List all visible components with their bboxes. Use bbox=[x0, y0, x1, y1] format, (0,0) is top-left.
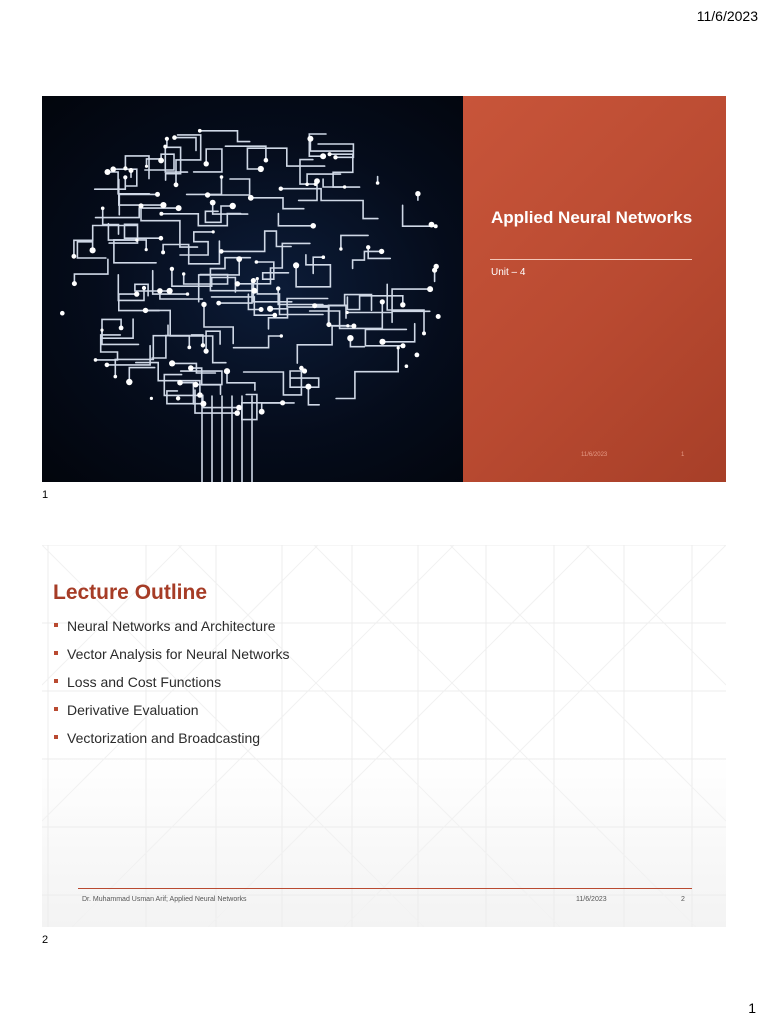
circuit-node bbox=[248, 195, 254, 201]
bullet-square-icon bbox=[54, 679, 58, 683]
circuit-trace bbox=[336, 348, 398, 399]
circuit-trace bbox=[297, 326, 354, 363]
circuit-node bbox=[422, 331, 426, 335]
circuit-trace bbox=[180, 232, 213, 255]
circuit-node bbox=[305, 183, 309, 187]
circuit-node bbox=[346, 324, 349, 327]
circuit-node bbox=[129, 168, 134, 173]
circuit-node bbox=[167, 288, 173, 294]
circuit-node bbox=[193, 382, 199, 388]
circuit-node bbox=[326, 322, 331, 327]
circuit-trace bbox=[278, 214, 313, 226]
circuit-trace bbox=[330, 154, 360, 187]
circuit-trace bbox=[251, 198, 304, 209]
circuit-trace bbox=[141, 206, 198, 247]
circuit-node bbox=[187, 346, 191, 350]
circuit-trace bbox=[163, 241, 219, 264]
bullet-square-icon bbox=[54, 735, 58, 739]
circuit-node bbox=[429, 222, 435, 228]
circuit-node bbox=[272, 313, 277, 318]
circuit-node bbox=[157, 288, 163, 294]
circuit-node bbox=[163, 145, 167, 149]
circuit-trace bbox=[175, 138, 197, 151]
circuit-trace bbox=[108, 172, 150, 194]
circuit-node bbox=[90, 247, 96, 253]
circuit-trace bbox=[308, 387, 319, 405]
slide-1-title: Applied Neural Networks bbox=[491, 208, 693, 227]
circuit-trace bbox=[244, 368, 302, 395]
bullet-square-icon bbox=[54, 651, 58, 655]
circuit-node bbox=[276, 286, 280, 290]
outline-item-text: Loss and Cost Functions bbox=[67, 674, 222, 690]
circuit-trace bbox=[262, 403, 294, 412]
outline-item bbox=[54, 702, 290, 730]
circuit-trace bbox=[269, 309, 288, 329]
circuit-trace bbox=[383, 324, 415, 342]
circuit-trace bbox=[118, 275, 144, 301]
circuit-node bbox=[267, 306, 273, 312]
circuit-node bbox=[186, 292, 189, 295]
circuit-node bbox=[174, 182, 179, 187]
circuit-trace bbox=[74, 259, 108, 283]
circuit-trace bbox=[161, 214, 240, 226]
circuit-trace bbox=[208, 179, 250, 195]
slide-1-title-panel bbox=[463, 96, 726, 482]
circuit-node bbox=[220, 175, 224, 179]
circuit-node bbox=[307, 136, 313, 142]
circuit-node bbox=[176, 205, 182, 211]
circuit-node bbox=[347, 335, 353, 341]
slide-2-footer-number: 2 bbox=[681, 896, 685, 903]
circuit-trace bbox=[129, 368, 154, 382]
circuit-node bbox=[322, 255, 326, 259]
circuit-node bbox=[198, 129, 202, 133]
circuit-trace bbox=[187, 177, 222, 194]
circuit-node bbox=[380, 299, 385, 304]
circuit-node bbox=[339, 247, 342, 250]
circuit-node bbox=[197, 392, 203, 398]
circuit-trace bbox=[204, 305, 233, 344]
circuit-node bbox=[161, 250, 165, 254]
circuit-node bbox=[169, 360, 175, 366]
page-header-date: 11/6/2023 bbox=[696, 8, 758, 24]
circuit-node bbox=[279, 187, 283, 191]
circuit-node bbox=[376, 181, 380, 185]
circuit-node bbox=[259, 409, 265, 415]
circuit-node bbox=[143, 308, 148, 313]
outline-item-text: Derivative Evaluation bbox=[67, 702, 199, 718]
circuit-node bbox=[60, 311, 65, 316]
circuit-node bbox=[401, 343, 406, 348]
circuit-node bbox=[145, 165, 148, 168]
circuit-node bbox=[205, 192, 210, 197]
circuit-node bbox=[234, 410, 240, 416]
circuit-node bbox=[405, 364, 409, 368]
circuit-trace bbox=[212, 297, 275, 315]
circuit-node bbox=[110, 166, 116, 172]
circuit-node bbox=[155, 192, 160, 197]
circuit-node bbox=[177, 380, 183, 386]
circuit-node bbox=[436, 314, 441, 319]
outline-item bbox=[54, 646, 290, 674]
circuit-node bbox=[255, 260, 259, 264]
circuit-node bbox=[159, 212, 163, 216]
circuit-node bbox=[415, 353, 420, 358]
circuit-node bbox=[230, 203, 236, 209]
circuit-node bbox=[216, 301, 221, 306]
circuit-node bbox=[343, 185, 346, 188]
slide-2 bbox=[42, 545, 726, 927]
circuit-trace bbox=[160, 291, 203, 299]
circuit-node bbox=[126, 379, 132, 385]
circuit-node bbox=[351, 324, 356, 329]
circuit-trace bbox=[176, 135, 201, 185]
circuit-trace bbox=[347, 313, 392, 323]
circuit-trace bbox=[167, 391, 204, 404]
circuit-node bbox=[427, 286, 433, 292]
slide-1-footer-date: 11/6/2023 bbox=[581, 452, 608, 458]
slide-2-footer-author: Dr. Muhammad Usman Arif; Applied Neural Networks bbox=[82, 896, 247, 903]
circuit-node bbox=[312, 303, 317, 308]
circuit-node bbox=[182, 272, 185, 275]
circuit-trace bbox=[315, 295, 372, 311]
circuit-node bbox=[310, 223, 316, 229]
circuit-node bbox=[236, 256, 242, 262]
circuit-node bbox=[397, 346, 400, 349]
circuit-trace bbox=[281, 189, 378, 219]
slide-2-title: Lecture Outline bbox=[53, 581, 208, 604]
circuit-trace bbox=[103, 208, 119, 234]
circuit-node bbox=[264, 158, 269, 163]
circuit-node bbox=[172, 135, 177, 140]
circuit-node bbox=[259, 307, 264, 312]
circuit-node bbox=[251, 278, 256, 283]
circuit-node bbox=[188, 365, 194, 371]
circuit-node bbox=[158, 158, 164, 164]
circuit-node bbox=[72, 281, 77, 286]
circuit-node bbox=[219, 249, 224, 254]
circuit-node bbox=[114, 375, 118, 379]
slide-2-label: 2 bbox=[42, 934, 49, 946]
circuit-node bbox=[333, 155, 337, 159]
circuit-trace bbox=[199, 259, 240, 302]
circuit-node bbox=[379, 249, 384, 254]
outline-item bbox=[54, 618, 290, 646]
circuit-node bbox=[159, 236, 164, 241]
circuit-trace bbox=[329, 305, 348, 325]
circuit-node bbox=[105, 363, 110, 368]
circuit-node bbox=[251, 288, 257, 294]
circuit-node bbox=[176, 396, 180, 400]
circuit-node bbox=[134, 291, 139, 296]
circuit-node bbox=[165, 137, 169, 141]
circuit-brain-graphic bbox=[42, 96, 463, 482]
slide-1-label: 1 bbox=[42, 489, 49, 501]
circuit-node bbox=[100, 329, 103, 332]
circuit-node bbox=[236, 405, 242, 411]
outline-item-text: Vector Analysis for Neural Networks bbox=[67, 646, 290, 662]
circuit-node bbox=[170, 267, 174, 271]
circuit-node bbox=[320, 153, 326, 159]
circuit-trace bbox=[310, 139, 353, 151]
slide-1-divider bbox=[490, 259, 692, 260]
outline-item-text: Vectorization and Broadcasting bbox=[67, 730, 261, 746]
circuit-trace bbox=[146, 310, 226, 362]
circuit-trace bbox=[392, 289, 430, 311]
outline-item bbox=[54, 730, 290, 758]
circuit-trace bbox=[365, 329, 406, 345]
circuit-node bbox=[258, 166, 264, 172]
circuit-node bbox=[328, 152, 332, 156]
circuit-brain-image bbox=[42, 96, 463, 482]
slide-1-footer-number: 1 bbox=[681, 452, 685, 458]
circuit-trace bbox=[368, 247, 390, 258]
circuit-node bbox=[201, 343, 205, 347]
circuit-node bbox=[210, 200, 216, 206]
circuit-trace bbox=[234, 336, 282, 348]
circuit-node bbox=[150, 397, 153, 400]
circuit-trace bbox=[152, 336, 189, 358]
circuit-trace bbox=[347, 296, 402, 310]
circuit-node bbox=[72, 254, 77, 259]
page-number: 1 bbox=[748, 1000, 756, 1016]
slide-1 bbox=[42, 96, 726, 482]
circuit-trace bbox=[115, 325, 168, 376]
circuit-node bbox=[432, 268, 437, 273]
circuit-node bbox=[299, 366, 304, 371]
outline-item-text: Neural Networks and Architecture bbox=[67, 618, 276, 634]
circuit-trace bbox=[180, 383, 193, 404]
circuit-trace bbox=[256, 262, 288, 279]
circuit-node bbox=[204, 349, 209, 354]
circuit-node bbox=[94, 358, 98, 362]
circuit-node bbox=[135, 238, 138, 241]
circuit-trace bbox=[227, 371, 255, 390]
circuit-node bbox=[280, 334, 283, 337]
circuit-node bbox=[224, 368, 230, 374]
outline-item bbox=[54, 674, 290, 702]
circuit-node bbox=[105, 169, 111, 175]
circuit-node bbox=[400, 302, 405, 307]
circuit-node bbox=[305, 384, 311, 390]
slide-1-subtitle: Unit – 4 bbox=[491, 267, 526, 278]
circuit-node bbox=[204, 161, 209, 166]
circuit-node bbox=[280, 400, 285, 405]
circuit-node bbox=[160, 202, 166, 208]
circuit-node bbox=[145, 248, 148, 251]
circuit-trace bbox=[96, 208, 179, 218]
circuit-node bbox=[101, 207, 105, 211]
circuit-node bbox=[142, 286, 146, 290]
circuit-trace bbox=[341, 235, 368, 249]
slide-2-footer-divider bbox=[78, 888, 692, 889]
circuit-trace bbox=[353, 251, 382, 268]
bullet-square-icon bbox=[54, 623, 58, 627]
circuit-node bbox=[256, 277, 259, 280]
circuit-trace bbox=[119, 294, 159, 311]
circuit-node bbox=[346, 311, 349, 314]
circuit-node bbox=[200, 401, 206, 407]
circuit-node bbox=[123, 166, 127, 170]
circuit-node bbox=[201, 302, 206, 307]
slide-2-footer-date: 11/6/2023 bbox=[576, 896, 607, 903]
circuit-node bbox=[366, 245, 370, 249]
outline-list bbox=[54, 618, 290, 758]
circuit-node bbox=[212, 230, 215, 233]
bullet-square-icon bbox=[54, 707, 58, 711]
circuit-node bbox=[314, 182, 318, 186]
circuit-node bbox=[119, 326, 124, 331]
circuit-node bbox=[379, 339, 385, 345]
circuit-trace bbox=[200, 131, 250, 142]
circuit-trace bbox=[221, 231, 291, 251]
circuit-node bbox=[235, 281, 240, 286]
circuit-trace bbox=[172, 269, 236, 292]
circuit-node bbox=[123, 175, 127, 179]
circuit-trace bbox=[95, 177, 126, 189]
circuit-node bbox=[415, 191, 420, 196]
circuit-node bbox=[293, 262, 299, 268]
circuit-node bbox=[139, 203, 144, 208]
